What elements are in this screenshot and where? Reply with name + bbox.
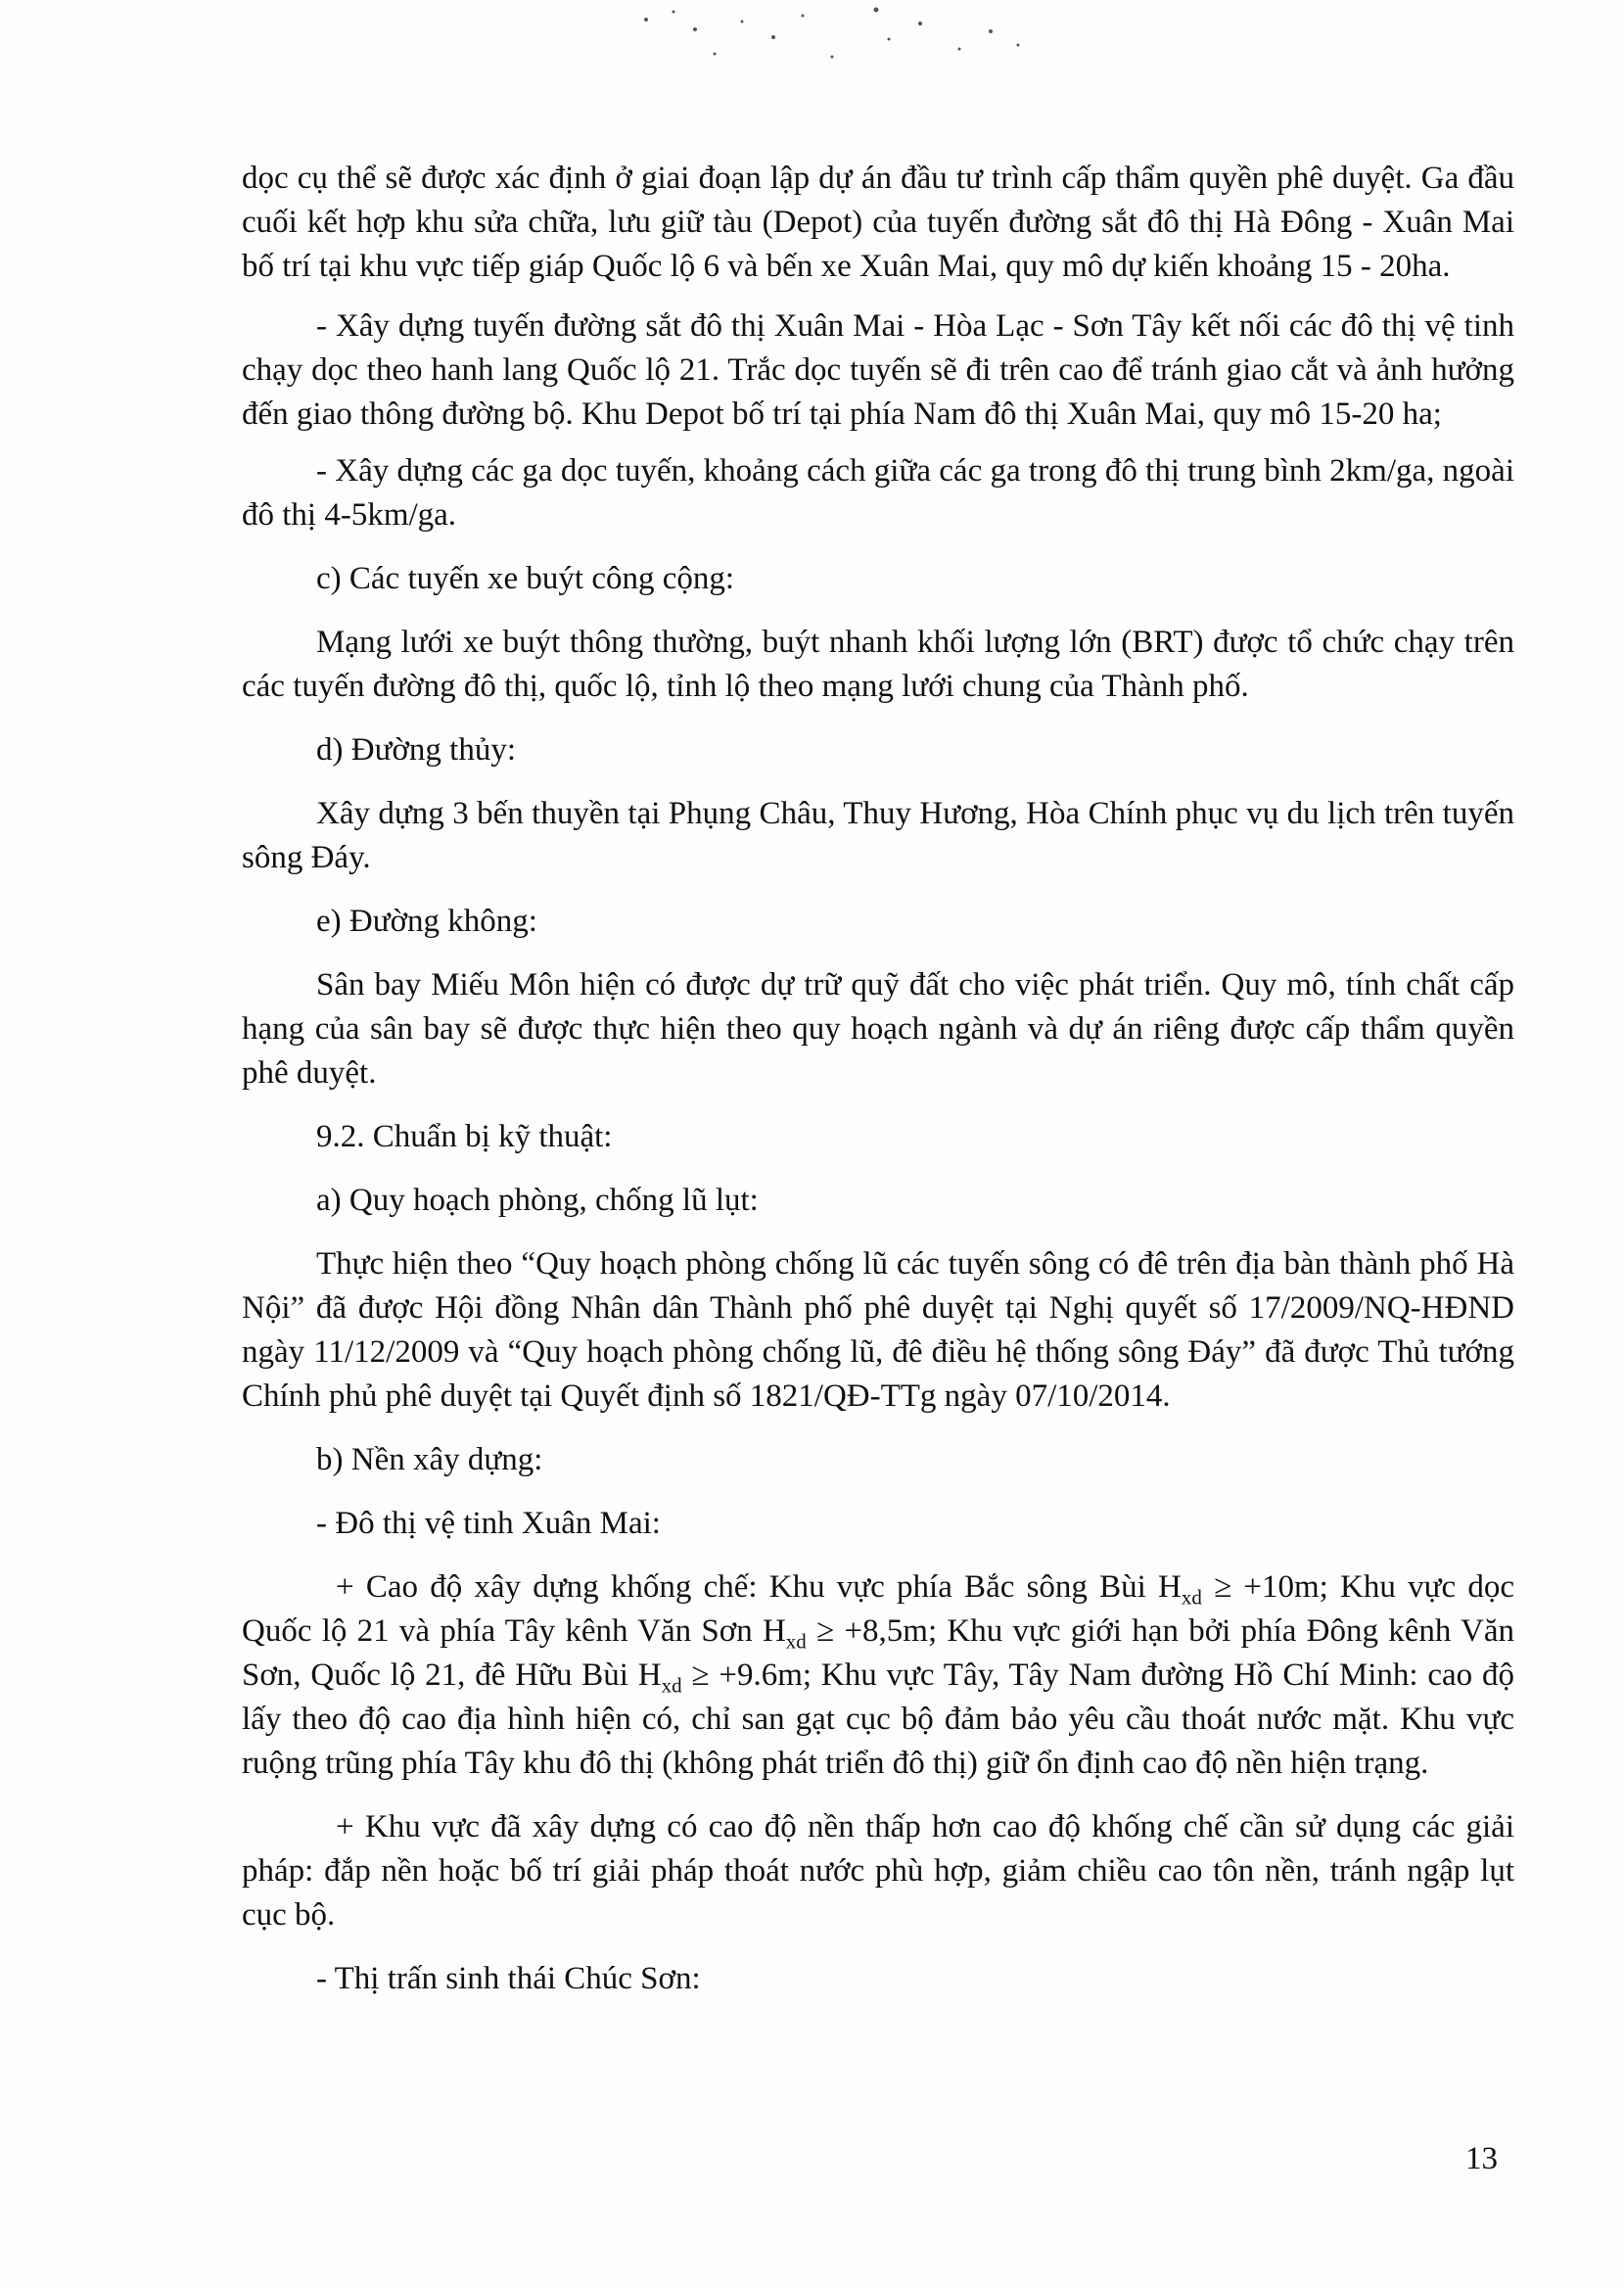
heading-c-bus-routes: c) Các tuyến xe buýt công cộng: — [316, 561, 735, 596]
p15-sub-3: xd — [661, 1673, 682, 1698]
p15-text-1: + Cao độ xây dựng khống chế: Khu vực phía Bắc sông Bùi H — [336, 1569, 1182, 1605]
paragraph-16: + Khu vực đã xây dựng có cao độ nền thấp hơn cao độ khống chế cần sử dụng các giải pháp: đắp nền hoặc bố trí giải pháp thoát nước phù hợp, giảm chiều cao tôn nền, tránh ngập lụt cục bộ. — [242, 1809, 1514, 1933]
heading-b-construction-ground: b) Nền xây dựng: — [316, 1442, 543, 1477]
p15-sub-2: xd — [785, 1629, 807, 1654]
heading-d-waterway: d) Đường thủy: — [316, 732, 516, 768]
p15-text-4: ≥ +9.6m; Khu vực Tây, Tây Nam đường Hồ Chí Minh: cao độ lấy theo độ cao địa hình hiện có, chỉ san gạt cục bộ đảm bảo yêu cầu thoát nước mặt. Khu vực ruộng trũng phía Tây khu đô thị (không phát triển đô thị) giữ ổn định cao độ nền hiện trạng. — [242, 1658, 1514, 1781]
paragraph-3: - Xây dựng các ga dọc tuyến, khoảng cách giữa các ga trong đô thị trung bình 2km/ga, ngoài đô thị 4-5km/ga. — [242, 453, 1514, 533]
paragraph-1: dọc cụ thể sẽ được xác định ở giai đoạn lập dự án đầu tư trình cấp thẩm quyền phê duyệt. Ga đầu cuối kết hợp khu sửa chữa, lưu giữ tàu (Depot) của tuyến đường sắt đô thị Hà Đông - Xuân Mai bố trí tại khu vực tiếp giáp Quốc lộ 6 và bến xe Xuân Mai, quy mô dự kiến khoảng 15 - 20ha. — [242, 161, 1514, 284]
heading-xuan-mai-satellite-city: - Đô thị vệ tinh Xuân Mai: — [316, 1506, 661, 1541]
paragraph-7: Xây dựng 3 bến thuyền tại Phụng Châu, Thuy Hương, Hòa Chính phục vụ du lịch trên tuyến sông Đáy. — [242, 796, 1514, 875]
p15-text-2: ≥ +10m; Khu vực dọc Quốc lộ 21 và phía Tây kênh Văn Sơn H — [242, 1569, 1514, 1649]
heading-9-2-technical-preparation: 9.2. Chuẩn bị kỹ thuật: — [316, 1119, 613, 1154]
document-body — [242, 157, 1514, 2001]
scan-noise-marks — [626, 0, 1038, 69]
p15-sub-1: xd — [1181, 1585, 1202, 1610]
paragraph-12: Thực hiện theo “Quy hoạch phòng chống lũ các tuyến sông có đê trên địa bàn thành phố Hà Nội” đã được Hội đồng Nhân dân Thành phố phê duyệt tại Nghị quyết số 17/2009/NQ-HĐND ngày 11/12/2009 và “Quy hoạch phòng chống lũ, đê điều hệ thống sông Đáy” đã được Thủ tướng Chính phủ phê duyệt tại Quyết định số 1821/QĐ-TTg ngày 07/10/2014. — [242, 1246, 1514, 1414]
heading-a-flood-planning: a) Quy hoạch phòng, chống lũ lụt: — [316, 1183, 759, 1218]
paragraph-5: Mạng lưới xe buýt thông thường, buýt nhanh khối lượng lớn (BRT) được tổ chức chạy trên các tuyến đường đô thị, quốc lộ, tỉnh lộ theo mạng lưới chung của Thành phố. — [242, 625, 1514, 704]
page-number: 13 — [1465, 2141, 1498, 2176]
paragraph-15 — [242, 1565, 1514, 1786]
heading-chuc-son-eco-town: - Thị trấn sinh thái Chúc Sơn: — [316, 1961, 701, 1996]
paragraph-2: - Xây dựng tuyến đường sắt đô thị Xuân Mai - Hòa Lạc - Sơn Tây kết nối các đô thị vệ tinh chạy dọc theo hanh lang Quốc lộ 21. Trắc dọc tuyến sẽ đi trên cao để tránh giao cắt và ảnh hưởng đến giao thông đường bộ. Khu Depot bố trí tại phía Nam đô thị Xuân Mai, quy mô 15-20 ha; — [242, 308, 1514, 432]
heading-e-airway: e) Đường không: — [316, 904, 537, 939]
paragraph-9: Sân bay Miếu Môn hiện có được dự trữ quỹ đất cho việc phát triển. Quy mô, tính chất cấp hạng của sân bay sẽ được thực hiện theo quy hoạch ngành và dự án riêng được cấp thẩm quyền phê duyệt. — [242, 967, 1514, 1091]
p15-text-3: ≥ +8,5m; Khu vực giới hạn bởi phía Đông kênh Văn Sơn, Quốc lộ 21, đê Hữu Bùi H — [242, 1613, 1515, 1693]
